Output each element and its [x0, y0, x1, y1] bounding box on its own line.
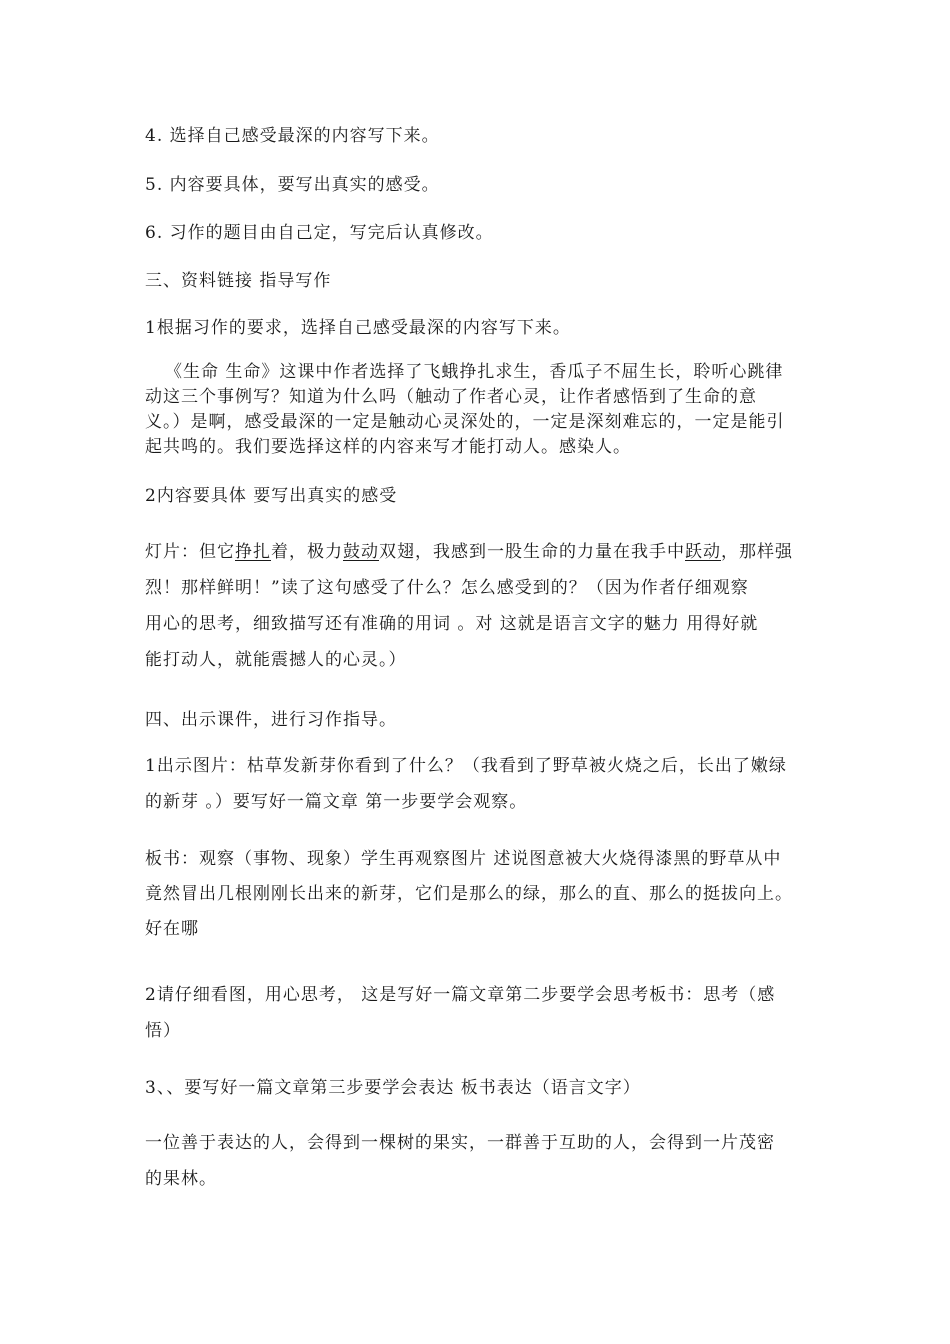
section-heading-4: 四、出示课件，进行习作指导。 — [145, 710, 397, 730]
step-3-heading: 3、、要写好一篇文章第三步要学会表达 板书表达（语言文字） — [145, 1078, 641, 1098]
step-1-heading: 1根据习作的要求，选择自己感受最深的内容写下来。 — [145, 318, 571, 338]
underlined-word-flap: 鼓动 — [343, 542, 379, 562]
paragraph-life: 《生命 生命》这课中作者选择了飞蛾挣扎求生，香瓜子不屈生长，聆听心跳律 动这三个事例写？知道为什么吗（触动了作者心灵，让作者感悟到了生命的意 义。）是啊，感受最深的一定是触动心灵深处的，一定是深刻难忘的，一定是能引 起共鸣的。我们要选择这样的内容来写才能打动人。感染人。 — [145, 362, 785, 457]
step-2-heading: 2内容要具体 要写出真实的感受 — [145, 486, 398, 506]
paragraph-slide: 灯片：但它挣扎着，极力鼓动双翅，我感到一股生命的力量在我手中跃动，那样强 烈！那样鲜明！”读了这句感受了什么？怎么感受到的？（因为作者仔细观察 用心的思考，细致描写还有准确的用词 。对 这就是语言文字的魅力 用得好就 能打动人，就能震撼人的心灵。） — [145, 534, 810, 678]
slide-line-1: 灯片：但它挣扎着，极力鼓动双翅，我感到一股生命的力量在我手中跃动，那样强 — [145, 542, 793, 562]
underlined-word-throb: 跃动 — [685, 542, 721, 562]
underlined-word-struggle: 挣扎 — [235, 542, 271, 562]
paragraph-blackboard-observe: 板书：观察（事物、现象）学生再观察图片 述说图意被大火烧得漆黑的野草从中 竟然冒出几根刚刚长出来的新芽，它们是那么的绿，那么的直、那么的挺拔向上。 好在哪 — [145, 849, 793, 939]
paragraph-picture: 1出示图片：枯草发新芽你看到了什么？（我看到了野草被火烧之后，长出了嫩绿 的新芽 。）要写好一篇文章 第一步要学会观察。 — [145, 756, 787, 812]
section-heading-3: 三、资料链接 指导写作 — [145, 271, 332, 291]
list-item-5: 5. 内容要具体，要写出真实的感受。 — [145, 175, 440, 195]
paragraph-think: 2请仔细看图，用心思考， 这是写好一篇文章第二步要学会思考板书：思考（感 悟） — [145, 985, 776, 1041]
paragraph-express: 一位善于表达的人，会得到一棵树的果实，一群善于互助的人，会得到一片茂密 的果林。 — [145, 1133, 775, 1189]
list-item-4: 4. 选择自己感受最深的内容写下来。 — [145, 126, 440, 146]
list-item-6: 6. 习作的题目由自己定，写完后认真修改。 — [145, 223, 494, 243]
